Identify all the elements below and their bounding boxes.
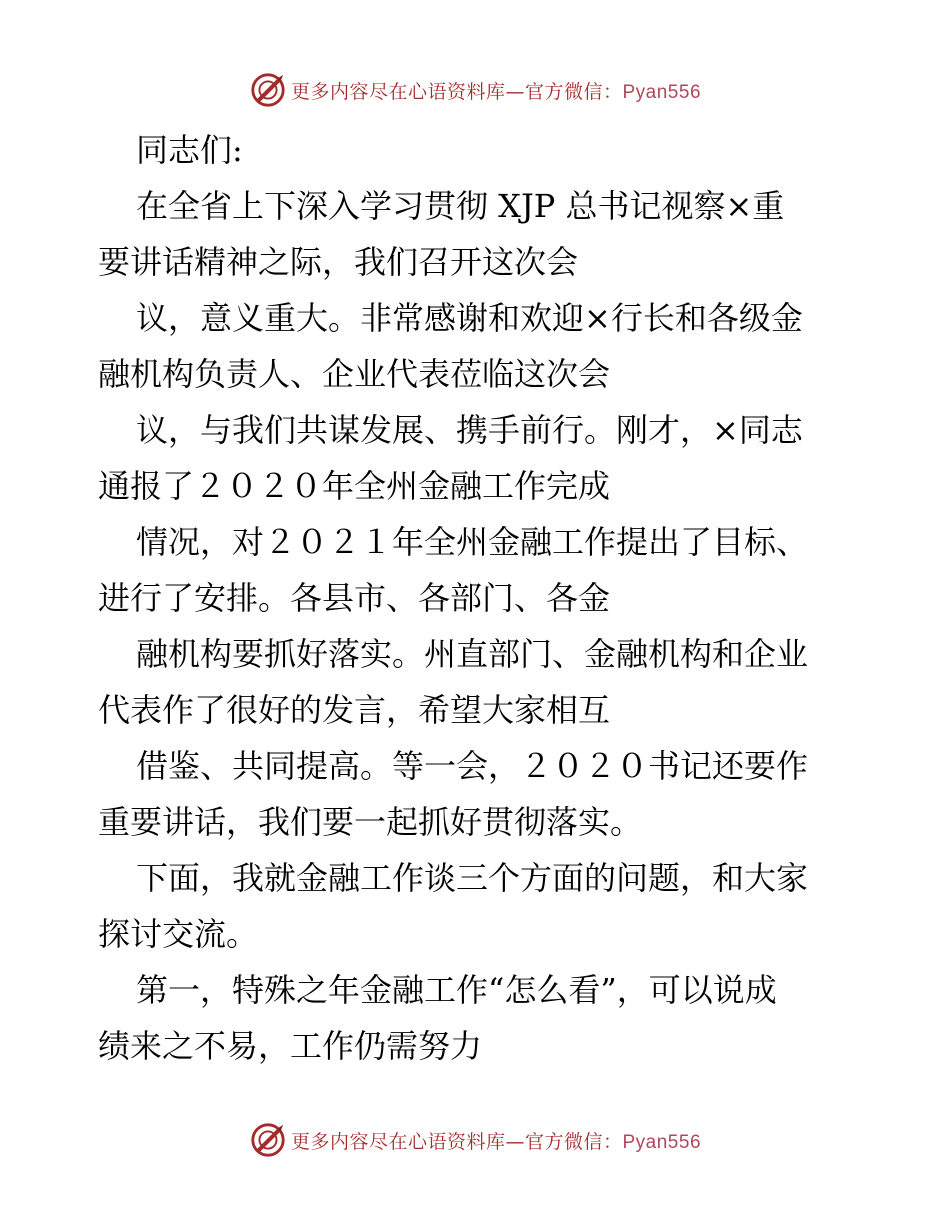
text-line: 重要讲话，我们要一起抓好贯彻落实。: [98, 803, 643, 841]
document-body: [98, 122, 858, 1074]
text-line: 绩来之不易，工作仍需努力: [98, 1027, 483, 1065]
text-line: 在全省上下深入学习贯彻 XJP 总书记视察×重: [136, 187, 785, 225]
text-line: 探讨交流。: [98, 915, 259, 953]
footer-watermark: [0, 1120, 950, 1160]
text-line: 通报了２０２０年全州金融工作完成: [98, 467, 611, 505]
text-line: 情况，对２０２１年全州金融工作提出了目标、: [136, 523, 809, 561]
text-line: 同志们:: [136, 131, 243, 169]
header-brand: 更多内容尽在心语资料库: [290, 80, 506, 103]
header-label: 官方微信：: [524, 80, 623, 103]
text-line: 融机构要抓好落实。州直部门、金融机构和企业: [136, 635, 809, 673]
footer-brand: 更多内容尽在心语资料库: [290, 1130, 506, 1153]
text-line: 融机构负责人、企业代表莅临这次会: [98, 355, 611, 393]
header-separator: —: [505, 80, 525, 103]
text-line: 借鉴、共同提高。等一会，２０２０书记还要作: [136, 747, 809, 785]
text-line: 进行了安排。各县市、各部门、各金: [98, 579, 611, 617]
text-line: 代表作了很好的发言，希望大家相互: [98, 691, 611, 729]
text-line: 议，意义重大。非常感谢和欢迎×行长和各级金: [136, 299, 803, 337]
logo-icon: [249, 71, 287, 109]
header-watermark: [0, 70, 950, 110]
footer-label: 官方微信：: [524, 1130, 623, 1153]
text-line: 要讲话精神之际，我们召开这次会: [98, 243, 579, 281]
text-line: 议，与我们共谋发展、携手前行。刚才，×同志: [136, 411, 803, 449]
text-line: 第一，特殊之年金融工作“怎么看”，可以说成: [136, 971, 777, 1009]
header-account: Pyan556: [622, 81, 702, 103]
text-line: 下面，我就金融工作谈三个方面的问题，和大家: [136, 859, 809, 897]
footer-separator: —: [505, 1130, 525, 1153]
logo-icon: [249, 1121, 287, 1159]
footer-account: Pyan556: [622, 1131, 702, 1153]
